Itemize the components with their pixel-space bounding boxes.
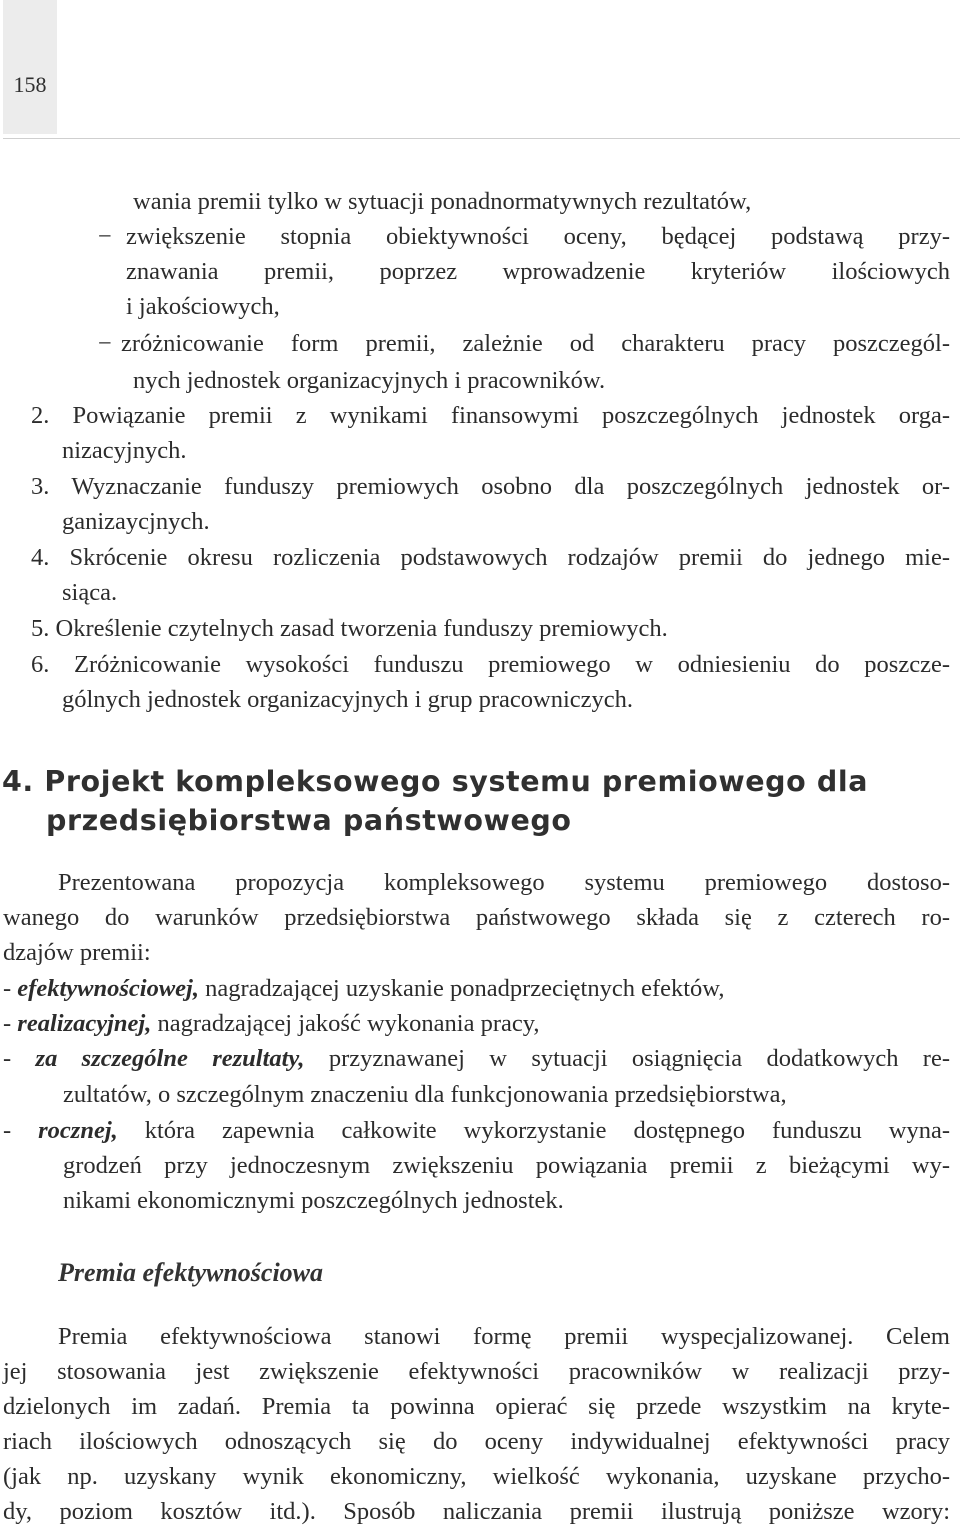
bullet-dash: − [98,330,112,357]
premium-type-item [3,1006,540,1042]
item-prefix: - [3,1010,18,1037]
numbered-item-line: 4. Skrócenie okresu rozliczenia podstawowych rodzajów premii do jednego mie- [31,544,950,571]
bullet-line: znawania premii, poprzez wprowadzenie kryteriów ilościowych [126,258,950,285]
paragraph-line: dzielonych im zadań. Premia ta powinna opierać się przede wszystkim na kryte- [3,1393,950,1420]
numbered-item-line: 3. Wyznaczanie funduszy premiowych osobno dla poszczególnych jednostek or- [31,473,950,500]
paragraph-line: riach ilościowych odnoszących się do oceny indywidualnej efektywności pracy [3,1428,950,1455]
numbered-item-line: siąca. [62,579,118,606]
item-text: która zapewnia całkowite wykorzystanie dostępnego funduszu wyna- [117,1117,950,1144]
item-text: nagradzającej jakość wykonania pracy, [151,1010,540,1037]
item-term: za szczególne rezultaty, [35,1045,305,1072]
numbered-item-line: ganizaycjnych. [62,508,210,535]
item-term: realizacyjnej, [17,1010,152,1037]
paragraph-line: (jak np. uzyskany wynik ekonomiczny, wielkość wykonania, uzyskane przycho- [3,1463,950,1490]
numbered-item-line: 6. Zróżnicowanie wysokości funduszu premiowego w odniesieniu do poszcze- [31,651,950,678]
item-continuation: nikami ekonomicznymi poszczególnych jednostek. [63,1187,564,1214]
paragraph-line: dy, poziom kosztów itd.). Sposób naliczania premii ilustrują poniższe wzory: [3,1498,950,1525]
paragraph-line: wanego do warunków przedsiębiorstwa państwowego składa się z czterech ro- [3,904,950,931]
paragraph-line: Premia efektywnościowa stanowi formę premii wyspecjalizowanej. Celem [58,1323,950,1350]
item-prefix: - [3,975,18,1002]
item-text: przyznawanej w sytuacji osiągnięcia dodatkowych re- [304,1045,950,1072]
numbered-item-line: 2. Powiązanie premii z wynikami finansowymi poszczególnych jednostek orga- [31,402,950,429]
item-continuation: zultatów, o szczególnym znaczeniu dla funkcjonowania przedsiębiorstwa, [63,1081,787,1108]
section-heading: przedsiębiorstwa państwowego [46,804,572,837]
bullet-line: zwiększenie stopnia obiektywności oceny, będącej podstawą przy- [126,223,950,250]
paragraph-line: Prezentowana propozycja kompleksowego systemu premiowego dostoso- [58,869,950,896]
item-term: rocznej, [38,1117,118,1144]
premium-type-item [3,971,725,1007]
continuation-line: wania premii tylko w sytuacji ponadnormatywnych rezultatów, [133,188,752,215]
bullet-line: nych jednostek organizacyjnych i pracowników. [133,367,606,394]
paragraph-line: jej stosowania jest zwiększenie efektywności pracowników w realizacji przy- [3,1358,950,1385]
page-number: 158 [13,72,47,97]
bullet-line: i jakościowych, [126,293,280,320]
paragraph-line: dzajów premii: [3,939,151,966]
subsection-title: Premia efektywnościowa [58,1258,324,1287]
section-heading: 4. Projekt kompleksowego systemu premiowego dla [2,765,869,798]
item-prefix: - [3,1045,36,1072]
item-term: efektywnościowej, [17,975,199,1002]
premium-type-item [3,1041,950,1077]
page-number-tab [3,0,57,134]
header-rule [3,138,960,139]
numbered-item-line: nizacyjnych. [62,437,187,464]
bullet-line: zróżnicowanie form premii, zależnie od charakteru pracy poszczegól- [121,330,950,357]
item-prefix: - [3,1117,39,1144]
premium-type-item [3,1113,950,1149]
item-continuation: grodzeń przy jednoczesnym zwiększeniu powiązania premii z bieżącymi wy- [63,1152,950,1179]
numbered-item-line: 5. Określenie czytelnych zasad tworzenia funduszy premiowych. [31,615,668,642]
numbered-item-line: gólnych jednostek organizacyjnych i grup pracowniczych. [62,686,634,713]
bullet-dash: − [98,223,112,250]
item-text: nagradzającej uzyskanie ponadprzeciętnych efektów, [198,975,725,1002]
